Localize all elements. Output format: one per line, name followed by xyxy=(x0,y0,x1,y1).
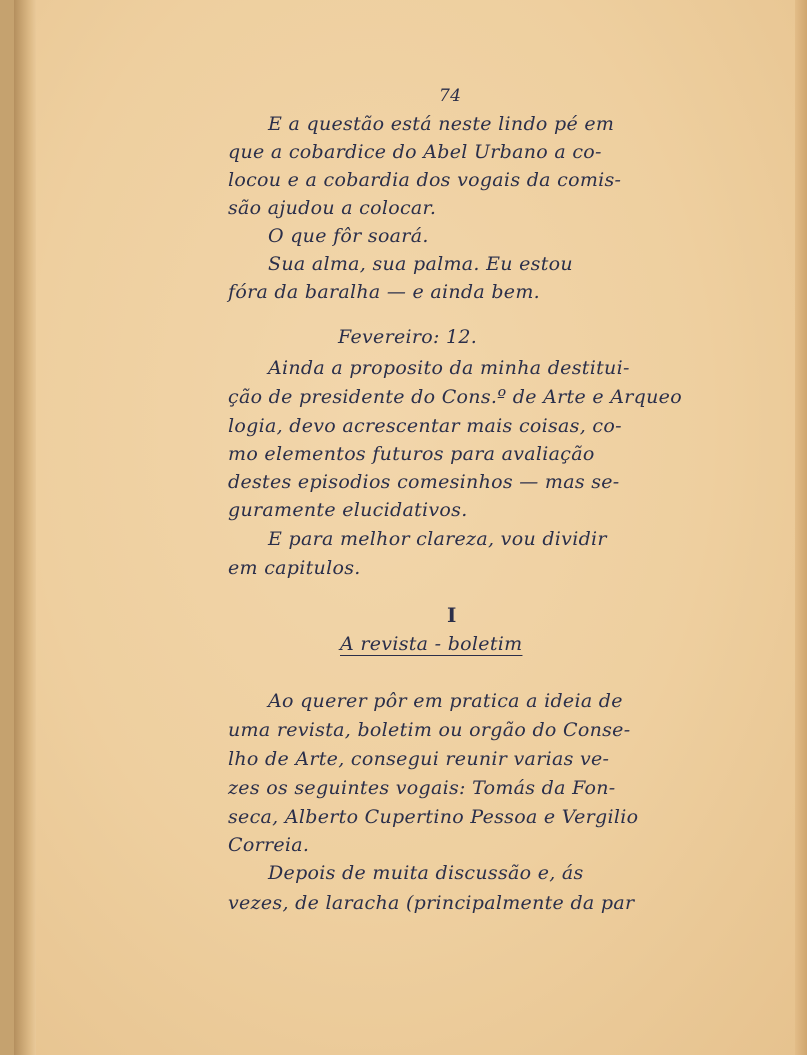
handwritten-line: lho de Arte, consegui reunir varias ve- xyxy=(228,748,610,770)
handwritten-line: Correia. xyxy=(228,834,310,856)
handwritten-line: vezes, de laracha (principalmente da par xyxy=(228,892,635,914)
handwritten-line: Sua alma, sua palma. Eu estou xyxy=(268,253,573,275)
handwritten-line: em capitulos. xyxy=(228,557,361,579)
handwritten-line: ção de presidente do Cons.º de Arte e Arqueo xyxy=(228,386,682,408)
handwritten-line: Ao querer pôr em pratica a ideia de xyxy=(268,690,623,712)
handwritten-line: que a cobardice do Abel Urbano a co- xyxy=(228,141,602,163)
handwritten-line: são ajudou a colocar. xyxy=(228,197,437,219)
manuscript-page xyxy=(14,0,807,1055)
page-edge xyxy=(795,0,807,1055)
handwritten-line: locou e a cobardia dos vogais da comis- xyxy=(228,169,622,191)
handwritten-line: zes os seguintes vogais: Tomás da Fon- xyxy=(228,777,616,799)
handwritten-line: guramente elucidativos. xyxy=(228,499,468,521)
chapter-numeral: I xyxy=(447,603,457,627)
handwritten-line: O que fôr soará. xyxy=(268,225,429,247)
handwritten-line: Ainda a proposito da minha destitui- xyxy=(268,357,630,379)
handwritten-line: E a questão está neste lindo pé em xyxy=(268,113,615,135)
handwritten-line: fóra da baralha — e ainda bem. xyxy=(228,281,540,303)
page-number: 74 xyxy=(439,86,462,106)
handwritten-line: logia, devo acrescentar mais coisas, co- xyxy=(228,415,622,437)
handwritten-line: mo elementos futuros para avaliação xyxy=(228,443,595,465)
handwritten-line: destes episodios comesinhos — mas se- xyxy=(228,471,620,493)
handwritten-line: uma revista, boletim ou orgão do Conse- xyxy=(228,719,631,741)
handwritten-line: seca, Alberto Cupertino Pessoa e Vergilio xyxy=(228,806,639,828)
handwritten-line: E para melhor clareza, vou dividir xyxy=(268,528,607,550)
handwritten-line: Depois de muita discussão e, ás xyxy=(268,862,584,884)
page-binding xyxy=(14,0,36,1055)
date-heading: Fevereiro: 12. xyxy=(338,326,478,348)
chapter-title: A revista - boletim xyxy=(340,633,523,655)
